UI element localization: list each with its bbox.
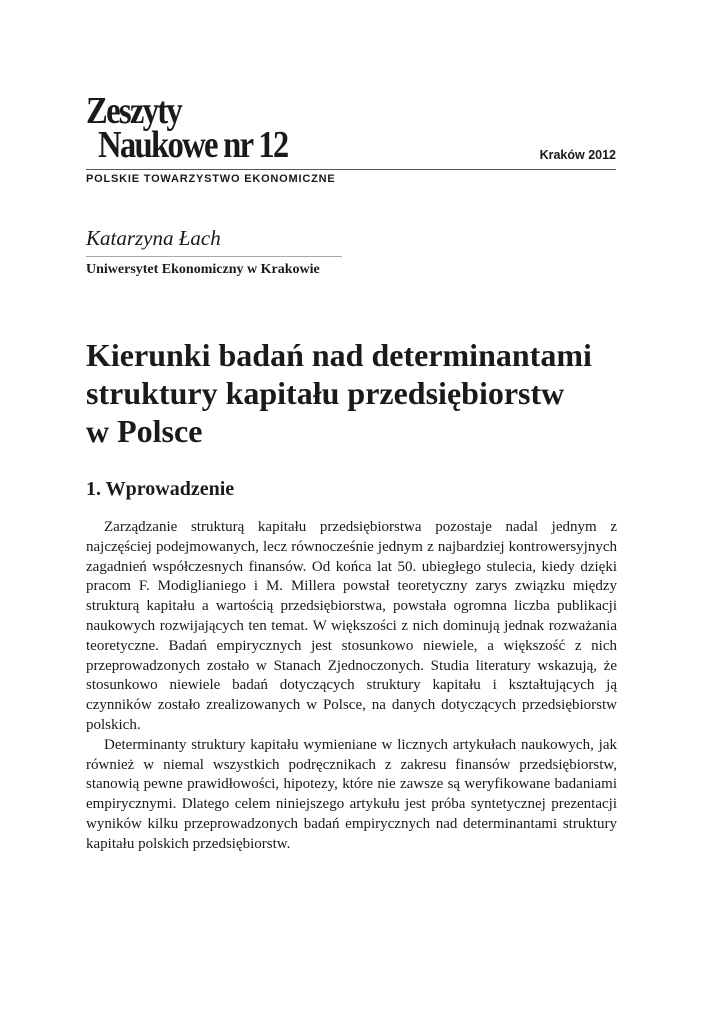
- author-affiliation: Uniwersytet Ekonomiczny w Krakowie: [86, 262, 320, 277]
- header-divider: [86, 169, 616, 170]
- journal-title-line-1: Zeszyty: [86, 90, 182, 132]
- paragraph: Zarządzanie strukturą kapitału przedsiębiorstwa pozostaje nadal jednym z najczęściej podejmowanych, lecz równocześnie jednym z najbardziej kontrowersyjnych zagadnień współczesnych finansów. Od końca lat 50. ubiegłego stulecia, kiedy dzięki pracom F. Modiglianiego i M. Millera powstał teoretyczny zarys związku między strukturą kapitału a wartością przedsiębiorstwa, powstała ogromna liczba publikacji naukowych rozwijających ten temat. W większości z nich dominują jednak rozważania teoretyczne. Badań empirycznych jest stosunkowo niewiele, a większość z nich przeprowadzonych zostało w Stanach Zjednoczonych. Studia literatury wskazują, że stosunkowo niewiele badań dotyczących struktury kapitału i kształtujących ją czynników zostało zrealizowanych w Polsce, na danych dotyczących przedsiębiorstw polskich.: [86, 519, 617, 733]
- society-name: POLSKIE TOWARZYSTWO EKONOMICZNE: [86, 173, 336, 185]
- body-text: [86, 518, 617, 855]
- paper-title-line: struktury kapitału przedsiębiorstw: [86, 375, 565, 411]
- paper-title-line: Kierunki badań nad determinantami: [86, 337, 592, 373]
- journal-title: [86, 90, 288, 166]
- paragraph: Determinanty struktury kapitału wymieniane w licznych artykułach naukowych, jak również w niemal wszystkich podręcznikach z zakresu finansów przedsiębiorstw, stanowią pewne prawidłowości, hipotezy, które nie zawsze są weryfikowane badaniami empirycznymi. Dlatego celem niniejszego artykułu jest próba syntetycznej prezentacji wyników kilku przeprowadzonych badań empirycznych nad determinantami struktury kapitału polskich przedsiębiorstw.: [86, 736, 617, 852]
- author-name: Katarzyna Łach: [86, 226, 221, 250]
- author-divider: [86, 256, 342, 257]
- paper-title: [86, 336, 646, 450]
- journal-title-line-2: Naukowe nr 12: [98, 124, 288, 166]
- section-heading: 1. Wprowadzenie: [86, 478, 235, 500]
- place-year: Kraków 2012: [539, 148, 616, 162]
- paper-title-line: w Polsce: [86, 413, 203, 449]
